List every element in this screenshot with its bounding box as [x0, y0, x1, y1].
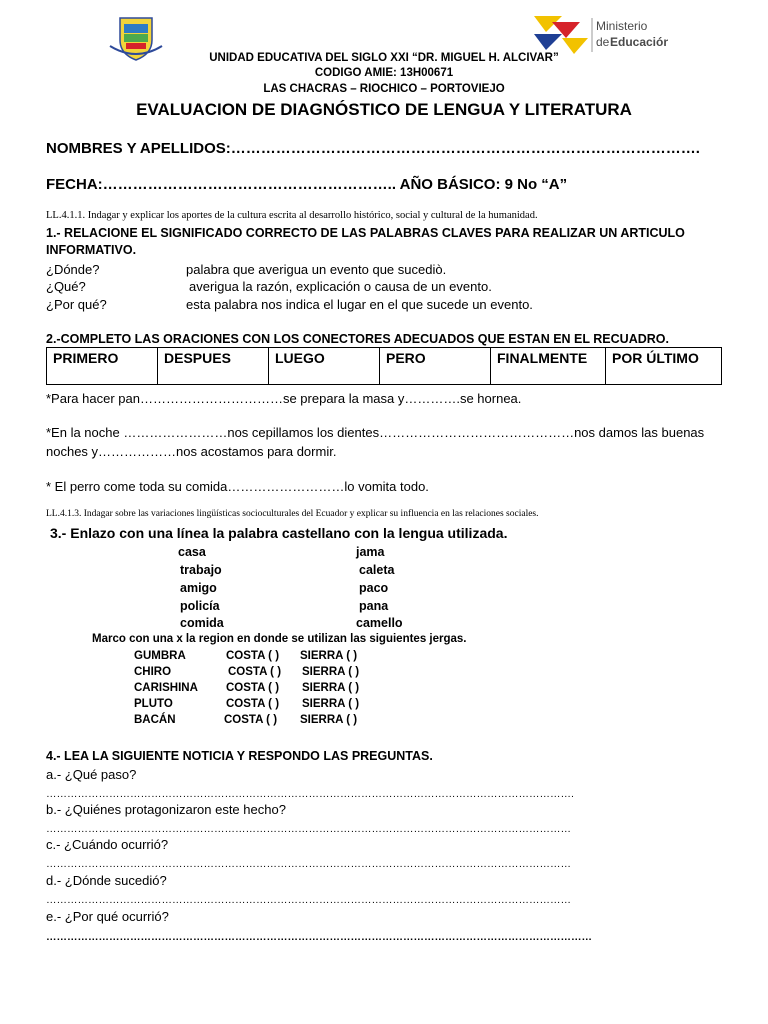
- sierra-checkbox[interactable]: SIERRA ( ): [302, 698, 360, 710]
- sierra-checkbox[interactable]: SIERRA ( ): [300, 650, 358, 662]
- left-word-casa: casa: [178, 545, 206, 559]
- right-word-caleta: caleta: [359, 563, 395, 577]
- school-location: LAS CHACRAS – RIOCHICO – PORTOVIEJO: [263, 83, 505, 95]
- answer-line-e[interactable]: …………………………………………………………………………………………………………………………………………: [46, 931, 592, 943]
- connectors-box: [46, 347, 722, 385]
- meaning-1: palabra que averigua un evento que sucediò.: [186, 262, 447, 277]
- jerga-word: BACÁN: [134, 714, 176, 726]
- amie-code: CODIGO AMIE: 13H00671: [314, 67, 454, 79]
- costa-checkbox[interactable]: COSTA ( ): [226, 682, 280, 694]
- word-donde: ¿Dónde?: [46, 262, 100, 277]
- sierra-checkbox[interactable]: SIERRA ( ): [302, 666, 360, 678]
- left-word-amigo: amigo: [180, 581, 217, 595]
- left-word-policia: policía: [180, 599, 220, 613]
- ministry-line2: de: [596, 35, 610, 49]
- question-c: c.- ¿Cuándo ocurrió?: [46, 837, 169, 852]
- jergas-instruction: Marco con una x la region en donde se utilizan las siguientes jergas.: [92, 633, 467, 645]
- meaning-2: averigua la razón, explicación o causa de un evento.: [189, 279, 492, 294]
- right-word-camello: camello: [356, 616, 403, 630]
- jerga-word: PLUTO: [134, 698, 173, 710]
- left-word-comida: comida: [180, 616, 224, 630]
- sentence-2: *En la noche ……………………nos cepillamos los dientes………………………………………nos damos las buenas: [46, 425, 705, 440]
- school-name: UNIDAD EDUCATIVA DEL SIGLO XXI “DR. MIGUEL H. ALCIVAR”: [209, 52, 559, 64]
- section4-instruction: 4.- LEA LA SIGUIENTE NOTICIA Y RESPONDO LAS PREGUNTAS.: [46, 749, 433, 763]
- date-field[interactable]: FECHA:………………………………………………….. AÑO BÁSICO: 9 No “A”: [46, 176, 568, 193]
- section1-instruction-cont: INFORMATIVO.: [46, 243, 137, 257]
- question-e: e.- ¿Por qué ocurrió?: [46, 909, 169, 924]
- sentence-1: *Para hacer pan……………………………se prepara la masa y………….se hornea.: [46, 391, 522, 406]
- section3-instruction: 3.- Enlazo con una línea la palabra castellano con la lengua utilizada.: [50, 525, 508, 541]
- section1-instruction: 1.- RELACIONE EL SIGNIFICADO CORRECTO DE LAS PALABRAS CLAVES PARA REALIZAR UN ARTICULO: [46, 226, 685, 240]
- answer-line-d[interactable]: ……………………………………………………………………………………………………………………………………: [46, 894, 571, 906]
- word-que: ¿Qué?: [46, 279, 86, 294]
- page-title: EVALUACION DE DIAGNÓSTICO DE LENGUA Y LITERATURA: [136, 100, 632, 119]
- sentence-3: * El perro come toda su comida………………………lo vomita todo.: [46, 479, 429, 494]
- ministry-line1: Ministerio: [596, 19, 648, 33]
- answer-line-b[interactable]: ……………………………………………………………………………………………………………………………………: [46, 823, 571, 835]
- jerga-word: CARISHINA: [134, 682, 198, 694]
- connector-luego: LUEGO: [269, 348, 380, 385]
- connector-pero: PERO: [380, 348, 491, 385]
- costa-checkbox[interactable]: COSTA ( ): [226, 698, 280, 710]
- question-b: b.- ¿Quiénes protagonizaron este hecho?: [46, 802, 286, 817]
- right-word-jama: jama: [356, 545, 385, 559]
- sierra-checkbox[interactable]: SIERRA ( ): [300, 714, 358, 726]
- right-word-pana: pana: [359, 599, 389, 613]
- connector-primero: PRIMERO: [47, 348, 158, 385]
- costa-checkbox[interactable]: COSTA ( ): [228, 666, 282, 678]
- left-word-trabajo: trabajo: [180, 563, 222, 577]
- jerga-word: GUMBRA: [134, 650, 186, 662]
- connector-por-ultimo: POR ÚLTIMO: [606, 348, 722, 385]
- meaning-3: esta palabra nos indica el lugar en el que sucede un evento.: [186, 297, 533, 312]
- section2-instruction: 2.-COMPLETO LAS ORACIONES CON LOS CONECTORES ADECUADOS QUE ESTAN EN EL RECUADRO.: [46, 332, 669, 346]
- costa-checkbox[interactable]: COSTA ( ): [224, 714, 278, 726]
- skill-3: LL.4.1.3. Indagar sobre las variaciones lingüísticas socioculturales del Ecuador y explicar su influencia en las relaciones sociales.: [46, 509, 539, 519]
- answer-line-c[interactable]: ……………………………………………………………………………………………………………………………………: [46, 858, 571, 870]
- answer-line-a[interactable]: …………………………………………………………………………………………………………………………………….: [46, 788, 574, 800]
- skill-1: LL.4.1.1. Indagar y explicar los aportes de la cultura escrita al desarrollo histórico, social y cultural de la humanidad.: [46, 210, 538, 221]
- word-por-que: ¿Por qué?: [46, 297, 107, 312]
- connector-despues: DESPUES: [158, 348, 269, 385]
- right-word-paco: paco: [359, 581, 389, 595]
- jerga-word: CHIRO: [134, 666, 172, 678]
- question-a: a.- ¿Qué paso?: [46, 767, 137, 782]
- costa-checkbox[interactable]: COSTA ( ): [226, 650, 280, 662]
- names-field[interactable]: NOMBRES Y APELLIDOS:………………………………………………………………………………….: [46, 140, 700, 157]
- sentence-2-cont: noches y………………nos acostamos para dormir.: [46, 444, 337, 459]
- ministry-logo: [532, 12, 668, 56]
- connector-finalmente: FINALMENTE: [491, 348, 606, 385]
- ministry-line3: Educación: [610, 35, 668, 49]
- sierra-checkbox[interactable]: SIERRA ( ): [302, 682, 360, 694]
- question-d: d.- ¿Dónde sucedió?: [46, 873, 167, 888]
